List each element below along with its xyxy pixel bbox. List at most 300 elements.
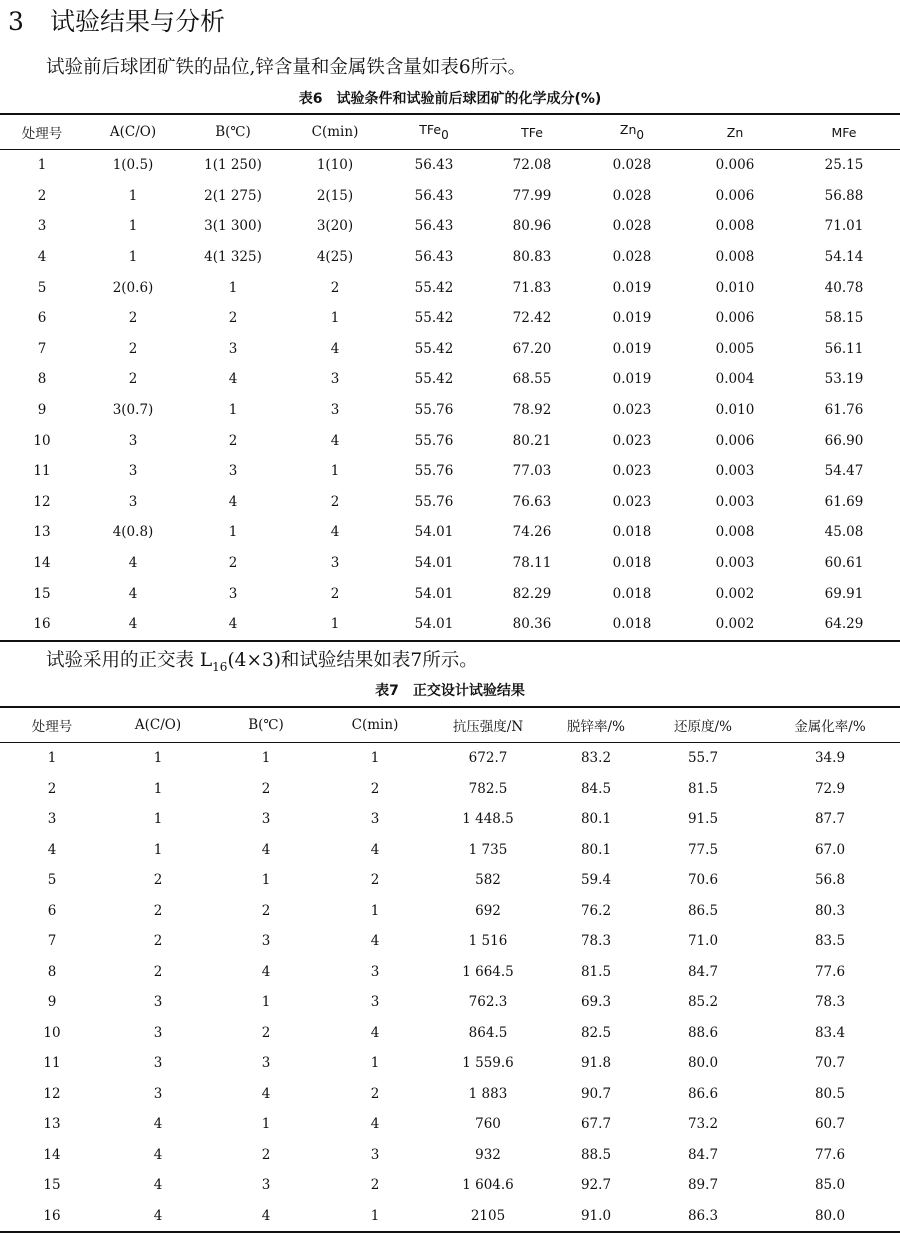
table-cell: 70.7	[814, 1055, 846, 1072]
table-row	[0, 548, 900, 579]
table-cell: 3	[261, 1055, 271, 1072]
para-text: (4×3)和试验结果如表7所示。	[227, 650, 478, 671]
table6-header: A(C/O)	[84, 114, 182, 150]
table-row	[0, 578, 900, 609]
table-cell: 0.028	[612, 218, 652, 235]
table-cell: 3	[370, 811, 380, 828]
table-cell: 2	[153, 933, 163, 950]
table-cell: 69.91	[824, 585, 864, 602]
table-cell: 87.7	[814, 811, 846, 828]
table-row	[0, 926, 900, 957]
table-row	[0, 1079, 900, 1110]
table6-header-tfe: TFe	[482, 114, 582, 150]
table-cell: 3	[228, 463, 238, 480]
table-cell: 25.15	[824, 157, 864, 174]
table6-header-tfe0	[386, 114, 482, 150]
table-cell: 2	[228, 432, 238, 449]
table-cell: 55.42	[414, 371, 454, 388]
table-row	[0, 1048, 900, 1079]
table-cell: 5	[47, 872, 57, 889]
table7-header: C(min)	[320, 707, 430, 743]
table-cell: 72.42	[512, 310, 552, 327]
table-cell: 1	[128, 187, 138, 204]
table-cell: 84.7	[687, 963, 719, 980]
table-row	[0, 456, 900, 487]
table-row	[0, 181, 900, 212]
table-cell: 7	[47, 933, 57, 950]
table-cell: 1	[37, 157, 47, 174]
table7-header: 还原度/%	[646, 707, 760, 743]
table-cell: 1	[228, 524, 238, 541]
table6-header-zn0	[582, 114, 682, 150]
table7-header: 脱锌率/%	[546, 707, 646, 743]
table-cell: 78.92	[512, 402, 552, 419]
table-row	[0, 487, 900, 518]
table-cell: 2	[153, 872, 163, 889]
table-cell: 0.028	[612, 187, 652, 204]
table-cell: 11	[33, 463, 51, 480]
table-cell: 1	[153, 780, 163, 797]
table-cell: 82.29	[512, 585, 552, 602]
subscript: 0	[636, 128, 645, 142]
table-cell: 3	[330, 555, 340, 572]
table-cell: 4	[128, 585, 138, 602]
table-cell: 15	[33, 585, 51, 602]
table-cell: 4	[153, 1177, 163, 1194]
table-cell: 4(1 325)	[204, 249, 262, 266]
table-cell: 0.019	[612, 340, 652, 357]
table-cell: 88.5	[580, 1146, 612, 1163]
table-cell: 80.36	[512, 616, 552, 633]
table-cell: 60.7	[814, 1116, 846, 1133]
table-cell: 2	[153, 902, 163, 919]
table-cell: 3	[370, 963, 380, 980]
table-cell: 1	[153, 841, 163, 858]
table-cell: 0.018	[612, 524, 652, 541]
table-cell: 3(1 300)	[204, 218, 262, 235]
table-cell: 91.0	[580, 1207, 612, 1224]
table-cell: 74.26	[512, 524, 552, 541]
table-cell: 71.01	[824, 218, 864, 235]
table-cell: 3	[128, 463, 138, 480]
table-cell: 782.5	[468, 780, 508, 797]
table-cell: 4	[261, 1085, 271, 1102]
table-cell: 56.8	[814, 872, 846, 889]
table-cell: 4(25)	[316, 249, 354, 266]
table-cell: 61.69	[824, 493, 864, 510]
table-row	[0, 517, 900, 548]
table-cell: 89.7	[687, 1177, 719, 1194]
table-cell: 1	[153, 750, 163, 767]
table-row	[0, 425, 900, 456]
table-cell: 80.21	[512, 432, 552, 449]
table-cell: 2	[261, 780, 271, 797]
table-cell: 3	[153, 1024, 163, 1041]
table-cell: 3	[370, 1146, 380, 1163]
table-cell: 86.3	[687, 1207, 719, 1224]
table-cell: 1	[370, 902, 380, 919]
table-cell: 4	[261, 841, 271, 858]
table-cell: 80.1	[580, 841, 612, 858]
table-cell: 0.019	[612, 371, 652, 388]
table-cell: 3	[153, 994, 163, 1011]
table-cell: 1	[330, 310, 340, 327]
table-cell: 4	[153, 1116, 163, 1133]
table-cell: 55.76	[414, 463, 454, 480]
table-row	[0, 364, 900, 395]
para-text: 试验采用的正交表 L	[46, 650, 213, 671]
table-cell: 55.42	[414, 310, 454, 327]
table-cell: 12	[33, 493, 51, 510]
table-cell: 86.6	[687, 1085, 719, 1102]
table-cell: 77.99	[512, 187, 552, 204]
table-cell: 4	[370, 1024, 380, 1041]
table-cell: 14	[43, 1146, 61, 1163]
table7-caption: 表7 正交设计试验结果	[375, 683, 525, 699]
table-cell: 3	[128, 432, 138, 449]
table-cell: 77.03	[512, 463, 552, 480]
table-cell: 0.003	[715, 555, 755, 572]
table-cell: 3(20)	[316, 218, 354, 235]
table-cell: 3	[330, 371, 340, 388]
table-cell: 1 883	[468, 1085, 508, 1102]
table-row	[0, 1170, 900, 1201]
table-cell: 3(0.7)	[112, 402, 154, 419]
table-row	[0, 865, 900, 896]
table-cell: 82.5	[580, 1024, 612, 1041]
table-cell: 2(1 275)	[204, 187, 262, 204]
table6-caption: 表6 试验条件和试验前后球团矿的化学成分(%)	[298, 91, 602, 107]
table-cell: 4	[128, 555, 138, 572]
table-cell: 1	[228, 402, 238, 419]
table-cell: 92.7	[580, 1177, 612, 1194]
table-cell: 1	[261, 750, 271, 767]
table-cell: 66.90	[824, 432, 864, 449]
table-cell: 71.83	[512, 279, 552, 296]
table-cell: 76.63	[512, 493, 552, 510]
table-cell: 9	[47, 994, 57, 1011]
table-cell: 1 604.6	[462, 1177, 514, 1194]
table-cell: 2	[370, 1085, 380, 1102]
table-cell: 2	[261, 1024, 271, 1041]
table-cell: 81.5	[580, 963, 612, 980]
table-cell: 54.01	[414, 616, 454, 633]
table-cell: 2	[330, 279, 340, 296]
table-cell: 55.76	[414, 402, 454, 419]
table7	[0, 706, 900, 1233]
table-cell: 4	[330, 432, 340, 449]
table-row	[0, 957, 900, 988]
table-cell: 4	[330, 524, 340, 541]
table-cell: 80.3	[814, 902, 846, 919]
table-cell: 0.018	[612, 585, 652, 602]
table-cell: 932	[475, 1146, 501, 1163]
table-cell: 2	[370, 780, 380, 797]
table-row	[0, 1201, 900, 1233]
table-cell: 80.83	[512, 249, 552, 266]
table-cell: 0.028	[612, 249, 652, 266]
table-cell: 2(0.6)	[112, 279, 154, 296]
table-cell: 1 448.5	[462, 811, 514, 828]
table-cell: 34.9	[814, 750, 846, 767]
table7-header: 金属化率/%	[760, 707, 900, 743]
table-cell: 72.9	[814, 780, 846, 797]
section-title: 试验结果与分析	[50, 7, 226, 36]
table-cell: 0.003	[715, 463, 755, 480]
table6-header-zn: Zn	[682, 114, 788, 150]
table-cell: 16	[33, 616, 51, 633]
table-cell: 55.42	[414, 340, 454, 357]
table-cell: 692	[475, 902, 501, 919]
table-cell: 67.20	[512, 340, 552, 357]
table-cell: 8	[37, 371, 47, 388]
subscript: 0	[441, 128, 449, 142]
table-cell: 56.43	[414, 249, 454, 266]
table-cell: 55.76	[414, 432, 454, 449]
table-row	[0, 1140, 900, 1171]
table-cell: 55.76	[414, 493, 454, 510]
table-cell: 4	[153, 1146, 163, 1163]
table-cell: 72.08	[512, 157, 552, 174]
table-cell: 2(15)	[316, 187, 354, 204]
table-cell: 54.01	[414, 555, 454, 572]
table-cell: 762.3	[468, 994, 508, 1011]
table-cell: 2	[330, 585, 340, 602]
table-cell: 80.1	[580, 811, 612, 828]
table-cell: 0.019	[612, 310, 652, 327]
table-cell: 0.003	[715, 493, 755, 510]
table-cell: 45.08	[824, 524, 864, 541]
table-cell: 2	[128, 371, 138, 388]
table-cell: 3	[261, 1177, 271, 1194]
table-cell: 3	[370, 994, 380, 1011]
table-cell: 0.010	[715, 402, 755, 419]
table-cell: 78.11	[512, 555, 552, 572]
table-cell: 13	[33, 524, 51, 541]
subscript: 16	[212, 660, 228, 674]
table-cell: 4	[228, 616, 238, 633]
table-cell: 2105	[470, 1207, 506, 1224]
table-cell: 0.018	[612, 616, 652, 633]
table-cell: 3	[37, 218, 47, 235]
table-cell: 80.0	[687, 1055, 719, 1072]
table-row	[0, 272, 900, 303]
table-cell: 1	[330, 616, 340, 633]
table6-header-row	[0, 114, 900, 150]
table-cell: 11	[43, 1055, 61, 1072]
table-cell: 40.78	[824, 279, 864, 296]
table-cell: 4	[128, 616, 138, 633]
table-cell: 4	[228, 493, 238, 510]
table-cell: 1	[370, 1055, 380, 1072]
paragraph-orthogonal	[46, 646, 478, 674]
table-cell: 2	[261, 902, 271, 919]
table-row	[0, 896, 900, 927]
table-cell: 9	[37, 402, 47, 419]
table-cell: 3	[153, 1055, 163, 1072]
table-cell: 56.88	[824, 187, 864, 204]
table-cell: 0.018	[612, 555, 652, 572]
table-cell: 83.4	[814, 1024, 846, 1041]
table7-header: 抗压强度/N	[430, 707, 546, 743]
table-cell: 77.6	[814, 1146, 846, 1163]
table-cell: 1 516	[468, 933, 508, 950]
table-cell: 54.01	[414, 585, 454, 602]
table-cell: 90.7	[580, 1085, 612, 1102]
table6	[0, 113, 900, 642]
table-cell: 582	[475, 872, 501, 889]
table-cell: 67.0	[814, 841, 846, 858]
section-heading	[8, 2, 225, 38]
table-cell: 1 559.6	[462, 1055, 514, 1072]
table-row	[0, 743, 900, 774]
table-cell: 0.006	[715, 187, 755, 204]
table-cell: 2	[370, 872, 380, 889]
table-cell: 68.55	[512, 371, 552, 388]
table-cell: 5	[37, 279, 47, 296]
table-cell: 3	[47, 811, 57, 828]
table-cell: 13	[43, 1116, 61, 1133]
table-row	[0, 242, 900, 273]
table-cell: 77.6	[814, 963, 846, 980]
table-row	[0, 987, 900, 1018]
table-cell: 2	[128, 340, 138, 357]
table-row	[0, 804, 900, 835]
table-cell: 4	[261, 963, 271, 980]
table7-header: 处理号	[0, 707, 104, 743]
table-cell: 1	[261, 1116, 271, 1133]
table-cell: 1	[370, 750, 380, 767]
table-cell: 0.023	[612, 432, 652, 449]
table-cell: 81.5	[687, 780, 719, 797]
table-cell: 70.6	[687, 872, 719, 889]
table-row	[0, 150, 900, 181]
table-cell: 1 664.5	[462, 963, 514, 980]
table-cell: 86.5	[687, 902, 719, 919]
table-cell: 1	[261, 872, 271, 889]
table6-header-mfe: MFe	[788, 114, 900, 150]
table-cell: 0.019	[612, 279, 652, 296]
table-cell: 4	[153, 1207, 163, 1224]
table-cell: 91.5	[687, 811, 719, 828]
table-cell: 4	[37, 249, 47, 266]
table-row	[0, 835, 900, 866]
table-cell: 0.004	[715, 371, 755, 388]
table-cell: 0.005	[715, 340, 755, 357]
table-cell: 1	[330, 463, 340, 480]
table-cell: 14	[33, 555, 51, 572]
table-cell: 0.002	[715, 616, 755, 633]
table-row	[0, 1018, 900, 1049]
table-cell: 0.006	[715, 310, 755, 327]
table-cell: 0.008	[715, 218, 755, 235]
table-cell: 0.023	[612, 402, 652, 419]
table-cell: 15	[43, 1177, 61, 1194]
table-cell: 1 735	[468, 841, 508, 858]
table-cell: 3	[330, 402, 340, 419]
table-cell: 84.5	[580, 780, 612, 797]
table-cell: 54.14	[824, 249, 864, 266]
table-cell: 1	[128, 218, 138, 235]
table-cell: 1	[47, 750, 57, 767]
table-cell: 84.7	[687, 1146, 719, 1163]
table-cell: 71.0	[687, 933, 719, 950]
table-cell: 10	[43, 1024, 61, 1041]
table6-header: 处理号	[0, 114, 84, 150]
table-cell: 76.2	[580, 902, 612, 919]
table-cell: 2	[128, 310, 138, 327]
table-cell: 4	[228, 371, 238, 388]
table-cell: 2	[47, 780, 57, 797]
table-cell: 58.15	[824, 310, 864, 327]
table-row	[0, 774, 900, 805]
table-cell: 60.61	[824, 555, 864, 572]
table-cell: 0.006	[715, 157, 755, 174]
table-cell: 56.43	[414, 157, 454, 174]
table7-header: A(C/O)	[104, 707, 212, 743]
table-cell: 1	[370, 1207, 380, 1224]
table-cell: 0.010	[715, 279, 755, 296]
table-cell: 56.43	[414, 218, 454, 235]
table7-header-row	[0, 707, 900, 743]
table-cell: 78.3	[580, 933, 612, 950]
table-cell: 78.3	[814, 994, 846, 1011]
table-cell: 12	[43, 1085, 61, 1102]
table-cell: 2	[330, 493, 340, 510]
table-cell: 2	[370, 1177, 380, 1194]
table-cell: 54.47	[824, 463, 864, 480]
table-cell: 4	[47, 841, 57, 858]
table-cell: 1	[261, 994, 271, 1011]
table-cell: 77.5	[687, 841, 719, 858]
table-cell: 80.5	[814, 1085, 846, 1102]
table-cell: 85.0	[814, 1177, 846, 1194]
table6-header: B(℃)	[182, 114, 284, 150]
table-cell: 1(1 250)	[204, 157, 262, 174]
table-cell: 56.11	[824, 340, 864, 357]
header-text: Zn	[619, 122, 637, 137]
table-cell: 56.43	[414, 187, 454, 204]
table-cell: 1(0.5)	[112, 157, 154, 174]
table-row	[0, 1109, 900, 1140]
table-cell: 55.42	[414, 279, 454, 296]
table-cell: 0.023	[612, 493, 652, 510]
table-cell: 0.002	[715, 585, 755, 602]
table-cell: 83.5	[814, 933, 846, 950]
table-cell: 55.7	[687, 750, 719, 767]
table-cell: 1(10)	[316, 157, 354, 174]
table-cell: 1	[153, 811, 163, 828]
table-cell: 69.3	[580, 994, 612, 1011]
table-cell: 10	[33, 432, 51, 449]
table-row	[0, 211, 900, 242]
table-cell: 6	[37, 310, 47, 327]
table-cell: 672.7	[468, 750, 508, 767]
table-row	[0, 334, 900, 365]
table-cell: 0.028	[612, 157, 652, 174]
table-cell: 3	[228, 585, 238, 602]
table-cell: 1	[228, 279, 238, 296]
table-cell: 0.008	[715, 249, 755, 266]
table-cell: 864.5	[468, 1024, 508, 1041]
table-row	[0, 303, 900, 334]
table-cell: 1	[128, 249, 138, 266]
paragraph-intro: 试验前后球团矿铁的品位,锌含量和金属铁含量如表6所示。	[46, 57, 527, 78]
table-cell: 3	[128, 493, 138, 510]
table-cell: 53.19	[824, 371, 864, 388]
table-cell: 80.0	[814, 1207, 846, 1224]
table-cell: 3	[153, 1085, 163, 1102]
